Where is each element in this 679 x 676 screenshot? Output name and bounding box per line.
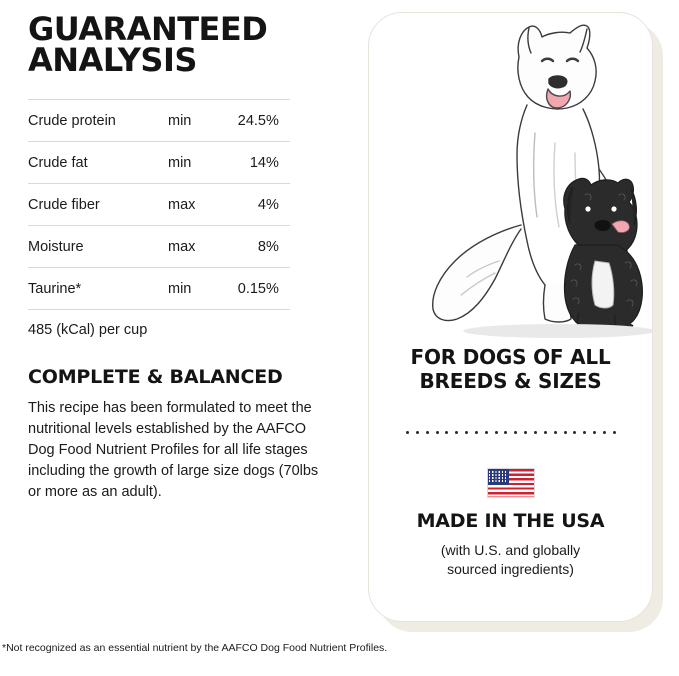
nutrient-value: 4 xyxy=(257,196,266,213)
nutrient-name: Crude protein xyxy=(28,112,116,129)
nutrient-unit: % xyxy=(266,112,279,129)
nutrient-unit: % xyxy=(266,238,279,255)
table-row xyxy=(28,183,290,225)
guaranteed-analysis-table xyxy=(28,99,290,310)
calorie-content: 485 (kCal) per cup xyxy=(28,321,148,338)
divider-dot xyxy=(613,431,616,434)
divider-dot xyxy=(445,431,448,434)
divider-dot xyxy=(495,431,498,434)
table-row xyxy=(28,141,290,183)
table-row xyxy=(28,99,290,141)
divider-dot xyxy=(416,431,419,434)
divider-dot xyxy=(554,431,557,434)
nutrient-value: 24.5 xyxy=(237,112,266,129)
nutrient-value: 0.15 xyxy=(237,280,266,297)
nutrient-limit: min xyxy=(168,112,192,129)
table-row xyxy=(28,225,290,267)
divider-dot xyxy=(603,431,606,434)
nutrient-name: Crude fat xyxy=(28,154,88,171)
nutrient-unit: % xyxy=(266,280,279,297)
divider-dot xyxy=(544,431,547,434)
divider-dot xyxy=(514,431,517,434)
divider-dot xyxy=(436,431,439,434)
made-in-usa-subtext-line-1: (with U.S. and globally xyxy=(440,542,581,558)
nutrient-limit: min xyxy=(168,280,192,297)
breeds-claim-line-2: BREEDS & SIZES xyxy=(419,368,602,393)
divider-dot xyxy=(455,431,458,434)
complete-balanced-title: COMPLETE & BALANCED xyxy=(28,365,283,388)
nutrient-name: Crude fiber xyxy=(28,196,100,213)
dotted-divider xyxy=(406,429,616,435)
divider-dot xyxy=(426,431,429,434)
complete-balanced-body: This recipe has been formulated to meet the nutritional levels established by the AAFCO Dog Food Nutrient Profiles for all life stages including the growth of large size dogs (70lbs or more as an adult). xyxy=(28,399,319,501)
nutrient-unit: % xyxy=(266,196,279,213)
divider-dot xyxy=(485,431,488,434)
dogs-info-card xyxy=(368,12,653,622)
divider-dot xyxy=(406,431,409,434)
made-in-usa-subtext-line-2: sourced ingredients) xyxy=(447,560,574,577)
nutrient-value: 8 xyxy=(257,238,266,255)
page-title-line-1: GUARANTEED xyxy=(28,10,268,48)
nutrient-value: 14 xyxy=(249,154,266,171)
page-title-line-2: ANALYSIS xyxy=(28,41,197,80)
divider-dot xyxy=(475,431,478,434)
table-row xyxy=(28,267,290,309)
page-title xyxy=(28,10,328,80)
divider-dot xyxy=(573,431,576,434)
made-in-usa-subtext xyxy=(369,541,652,579)
nutrient-limit: min xyxy=(168,154,192,171)
divider-dot xyxy=(465,431,468,434)
divider-dot xyxy=(534,431,537,434)
divider-dot xyxy=(593,431,596,434)
nutrient-unit: % xyxy=(266,154,279,171)
nutrient-name: Moisture xyxy=(28,238,84,255)
divider-dot xyxy=(564,431,567,434)
usa-flag-icon xyxy=(487,468,535,498)
flag-canton xyxy=(488,469,509,485)
nutrient-limit: max xyxy=(168,238,196,255)
two-dogs-illustration xyxy=(369,13,652,343)
divider-dot xyxy=(524,431,527,434)
nutrient-name: Taurine* xyxy=(28,280,82,297)
flag-star-row xyxy=(489,474,508,476)
breeds-claim xyxy=(369,346,652,393)
left-column xyxy=(28,10,328,504)
flag-star-row xyxy=(489,477,508,479)
divider-dot xyxy=(583,431,586,434)
nutrient-limit: max xyxy=(168,196,196,213)
divider-dot xyxy=(504,431,507,434)
made-in-usa-claim: MADE IN THE USA xyxy=(416,510,605,532)
flag-star-row xyxy=(489,480,508,482)
breeds-claim-line-1: FOR DOGS OF ALL xyxy=(410,345,611,369)
footnote: *Not recognized as an essential nutrient by the AAFCO Dog Food Nutrient Profiles. xyxy=(2,641,388,654)
flag-star-row xyxy=(489,471,508,473)
